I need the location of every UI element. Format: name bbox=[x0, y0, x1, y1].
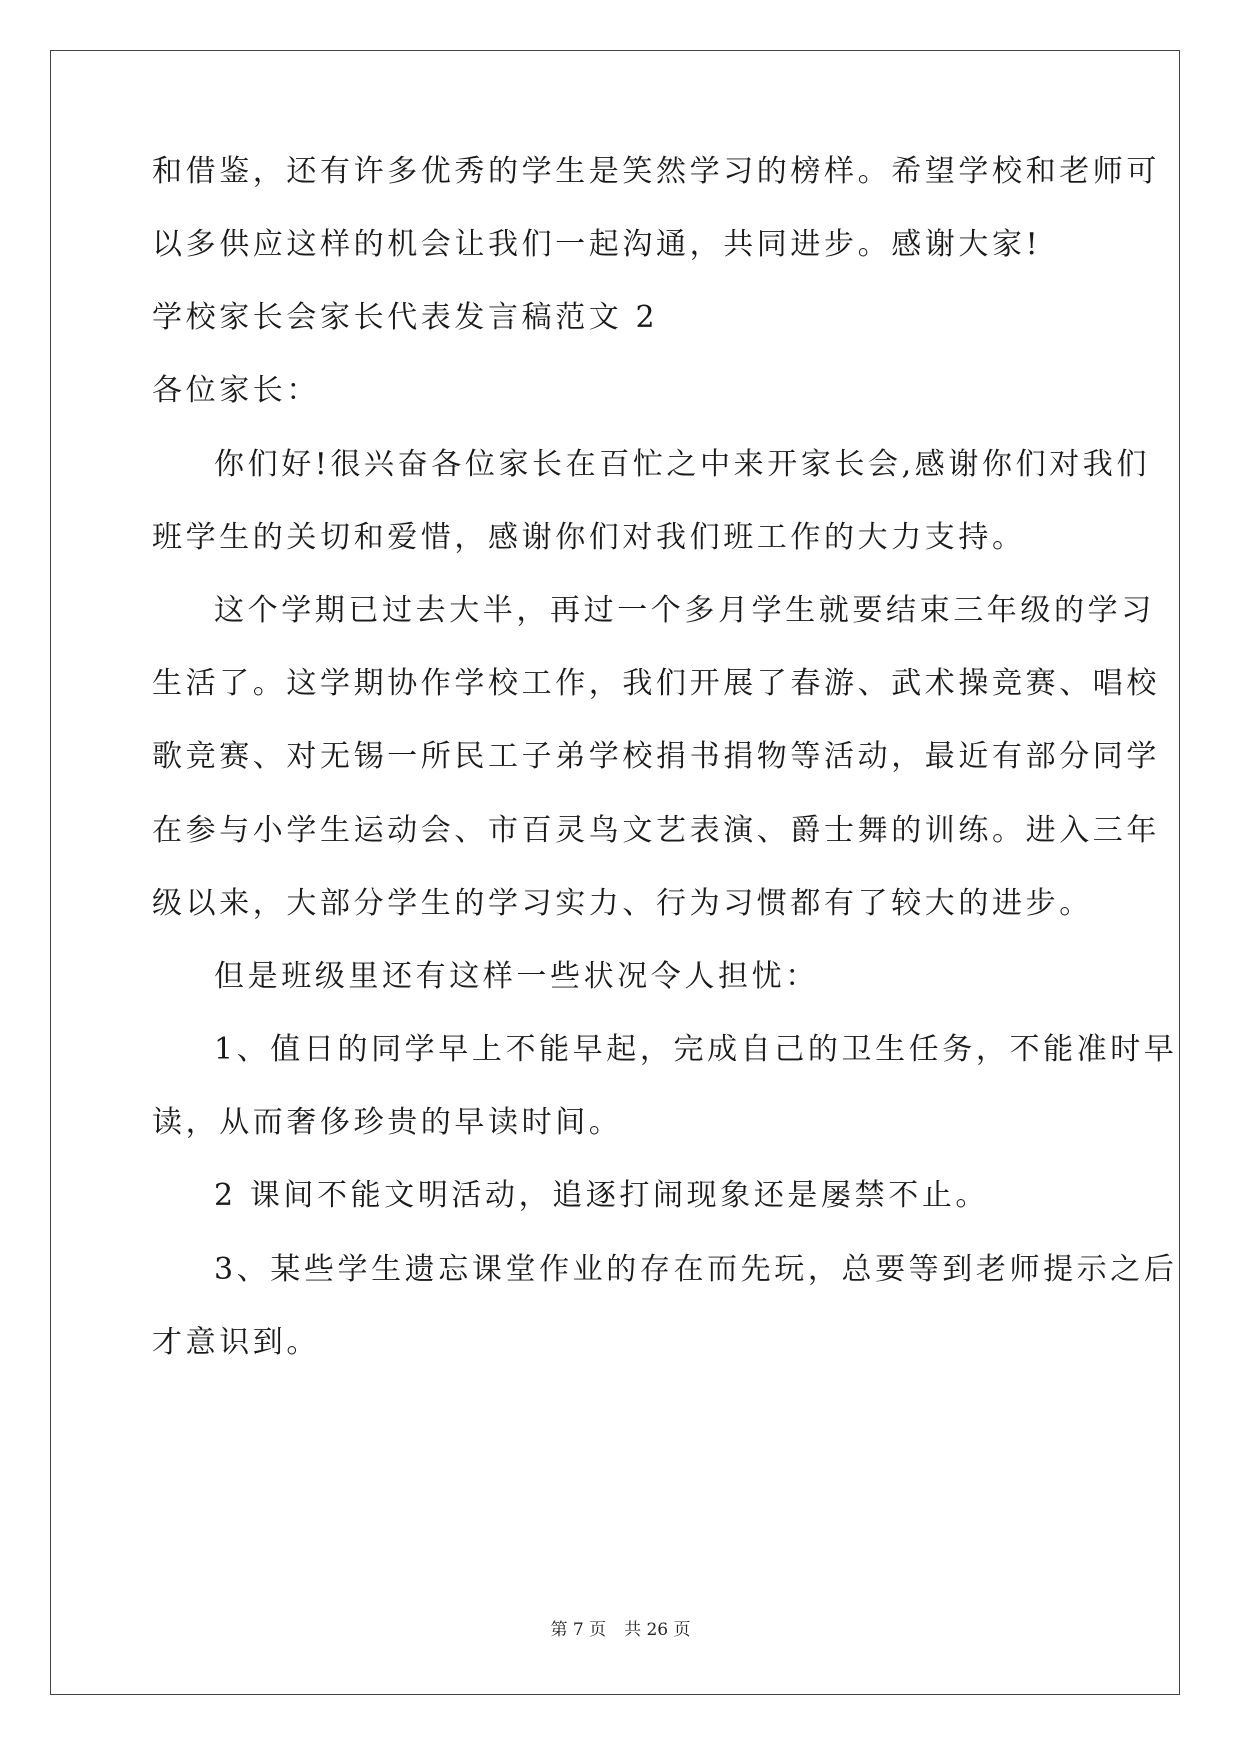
text-line: 歌竞赛、对无锡一所民工子弟学校捐书捐物等活动，最近有部分同学 bbox=[152, 739, 1160, 774]
text-line: 和借鉴，还有许多优秀的学生是笑然学习的榜样。希望学校和老师可 bbox=[152, 154, 1160, 189]
text-line: 生活了。这学期协作学校工作，我们开展了春游、武术操竞赛、唱校 bbox=[152, 666, 1160, 701]
text-line: 在参与小学生运动会、市百灵鸟文艺表演、爵士舞的训练。进入三年 bbox=[152, 813, 1160, 848]
list-item: 3、某些学生遗忘课堂作业的存在而先玩，总要等到老师提示之后 bbox=[214, 1252, 1178, 1287]
text-line: 读，从而奢侈珍贵的早读时间。 bbox=[152, 1105, 623, 1140]
page-footer bbox=[0, 1618, 1241, 1642]
salutation: 各位家长： bbox=[152, 373, 320, 408]
text-line: 以多供应这样的机会让我们一起沟通，共同进步。感谢大家! bbox=[152, 227, 1042, 262]
page-number-total: 共 26 页 bbox=[624, 1620, 691, 1640]
text-line: 但是班级里还有这样一些状况令人担忧： bbox=[214, 959, 819, 994]
page-number-current: 第 7 页 bbox=[550, 1620, 607, 1640]
text-line: 这个学期已过去大半，再过一个多月学生就要结束三年级的学习 bbox=[214, 593, 1155, 628]
section-heading: 学校家长会家长代表发言稿范文 2 bbox=[152, 300, 659, 335]
page-frame bbox=[50, 50, 1180, 1695]
text-line: 级以来，大部分学生的学习实力、行为习惯都有了较大的进步。 bbox=[152, 886, 1093, 921]
text-line: 你们好!很兴奋各位家长在百忙之中来开家长会,感谢你们对我们 bbox=[214, 447, 1150, 482]
list-item: 1、值日的同学早上不能早起，完成自己的卫生任务，不能准时早 bbox=[214, 1032, 1178, 1067]
list-item: 2 课间不能文明活动，追逐打闹现象还是屡禁不止。 bbox=[214, 1178, 990, 1213]
text-line: 才意识到。 bbox=[152, 1325, 320, 1360]
text-line: 班学生的关切和爱惜，感谢你们对我们班工作的大力支持。 bbox=[152, 520, 1026, 555]
